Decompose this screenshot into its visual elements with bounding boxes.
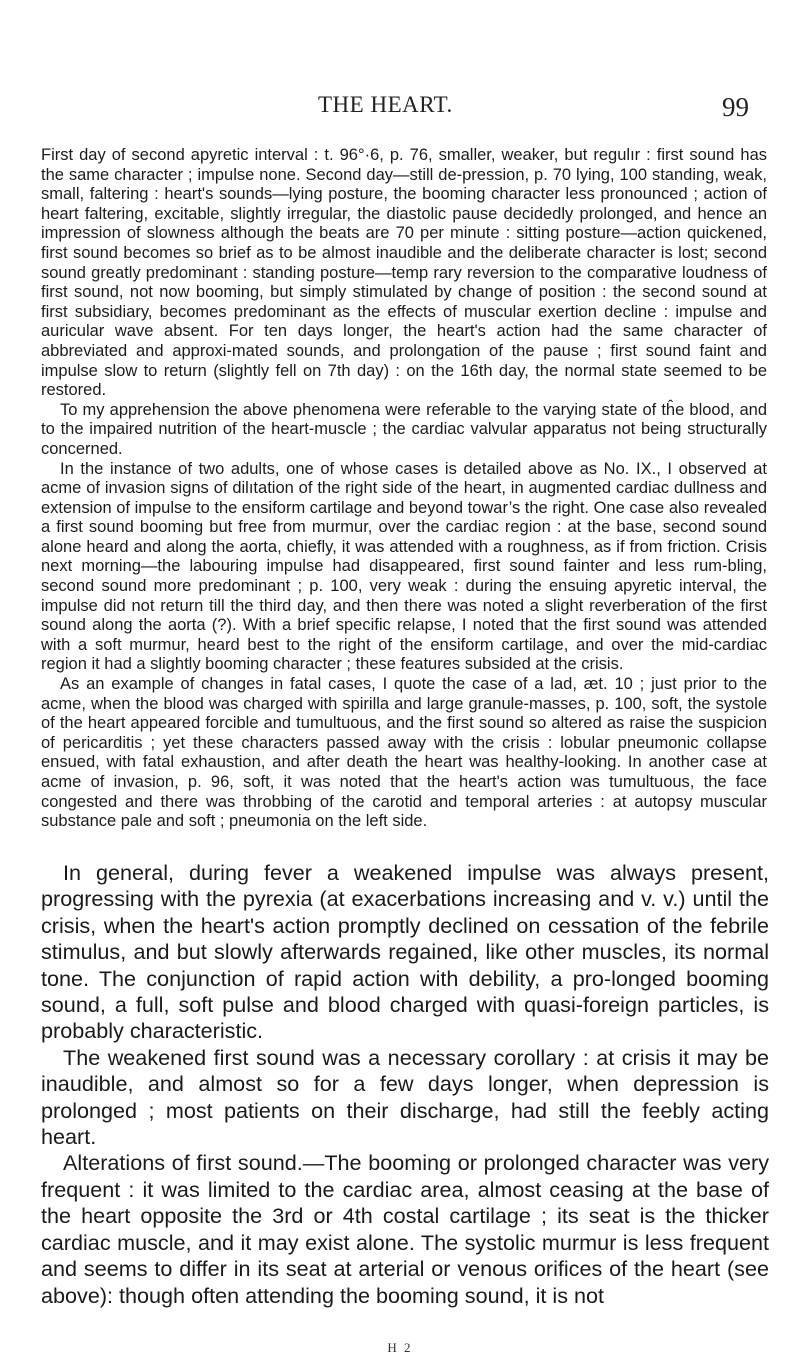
running-title: THE HEART. <box>318 92 453 117</box>
paragraph: Alterations of first sound.—The booming or prolonged character was very frequent : it was limited to the cardiac area, almost ceasing at the base of the heart opposite the 3rd or 4th costal cartilage ; its seat is the thicker cardiac muscle, and it may exist alone. The systolic murmur is less frequent and seems to differ in its seat at arterial or venous orifices of the heart (see above): though often attending the booming sound, it is not <box>41 1150 769 1308</box>
body-text-section <box>41 860 769 1309</box>
paragraph: First day of second apyretic interval : t. 96°·6, p. 76, smaller, weaker, but regulır : first sound has the same character ; impulse none. Second day—still de-pression, p. 70 lying, 100 standing, weak, small, faltering : heart's sounds—lying posture, the booming character less pronounced ; action of heart faltering, excitable, slightly irregular, the diastolic pause decidedly prolonged, and hence an impression of slowness although the beats are 70 per minute : sitting posture—action quickened, first sound becomes so brief as to be almost inaudible and the deliberate character is lost; second sound greatly predominant : standing posture—temp rary reversion to the comparative loudness of first sound, not now booming, but simply stimulated by change of position : the second sound at first subsidiary, becomes predominant as the effects of muscular exertion decline : impulse and auricular wave absent. For ten days longer, the heart's action had the same character of abbreviated and approxi-mated sounds, and prolongation of the pause ; first sound faint and impulse slow to return (slightly fell on 7th day) : on the 16th day, the normal state seemed to be restored. <box>41 146 767 400</box>
paragraph: In the instance of two adults, one of whose cases is detailed above as No. IX., I observed at acme of invasion signs of dilıtation of the right side of the heart, in augmented cardiac dullness and extension of impulse to the ensiform cartilage and beyond towar’s the right. One case also revealed a first sound booming but free from murmur, over the cardiac region : at the base, second sound alone heard and along the aorta, chiefly, it was attended with a roughness, as if from friction. Crisis next morning—the labouring impulse had disappeared, first sound fainter and less rum-bling, second sound more predominant ; p. 100, very weak : during the ensuing apyretic interval, the impulse did not return till the third day, and then there was noted a slight reverberation of the first sound along the aorta (?). With a brief specific relapse, I noted that the first sound was attended with a soft murmur, heard best to the right of the ensiform cartilage, and over the mid-cardiac region it had a slightly booming character ; these features subsided at the crisis. <box>41 459 767 674</box>
running-head <box>0 92 800 128</box>
page-number: 99 <box>722 92 749 122</box>
paragraph: The weakened first sound was a necessary corollary : at crisis it may be inaudible, and almost so for a few days longer, when depression is prolonged ; most patients on their discharge, had still the feebly acting heart. <box>41 1044 769 1150</box>
signature-mark: H 2 <box>387 1340 413 1355</box>
paragraph: To my apprehension the above phenomena were referable to the varying state of tĥe blood, and to the impaired nutrition of the heart-muscle ; the cardiac valvular apparatus not being structurally concerned. <box>41 400 767 458</box>
small-print-section <box>41 146 767 832</box>
paragraph: In general, during fever a weakened impulse was always present, progressing with the pyrexia (at exacerbations increasing and v. v.) until the crisis, when the heart's action promptly declined on cessation of the febrile stimulus, and but slowly afterwards regained, like other muscles, its normal tone. The conjunction of rapid action with debility, a pro-longed booming sound, a full, soft pulse and blood charged with quasi-foreign particles, is probably characteristic. <box>41 860 769 1044</box>
paragraph: As an example of changes in fatal cases, I quote the case of a lad, æt. 10 ; just prior to the acme, when the blood was charged with spirilla and large granule-masses, p. 100, soft, the systole of the heart appeared forcible and tumultuous, and the first sound so altered as raise the suspicion of pericarditis ; yet these characters passed away with the crisis : lobular pneumonic collapse ensued, with fatal exhaustion, and after death the heart was healthy-looking. In another case at acme of invasion, p. 96, soft, it was noted that the heart's action was tumultuous, the face congested and there was throbbing of the carotid and temporal arteries : at autopsy muscular substance pale and soft ; pneumonia on the left side. <box>41 675 767 831</box>
